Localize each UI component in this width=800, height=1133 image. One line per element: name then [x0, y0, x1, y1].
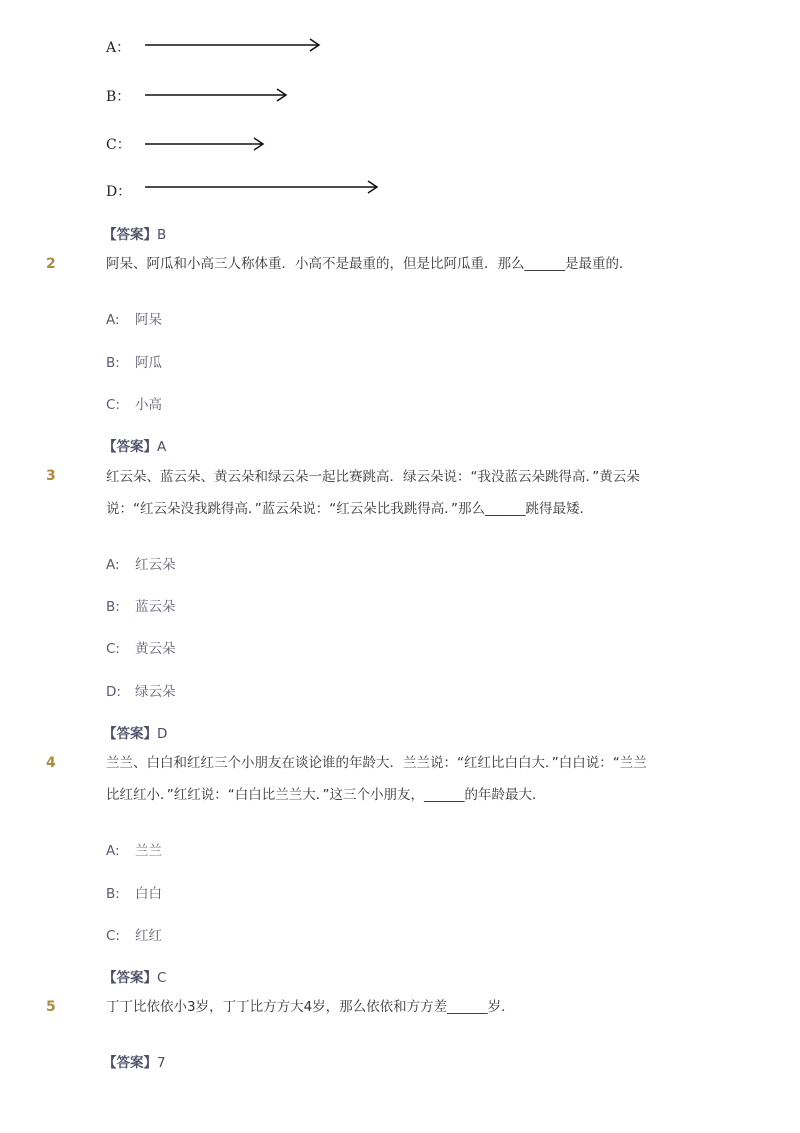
question-text [106, 991, 726, 1023]
option-letter: C: [106, 928, 120, 944]
option-letter: C: [106, 397, 120, 413]
q1-answer [103, 223, 166, 243]
answer-value: A [157, 439, 167, 455]
question-text-line: 兰兰、白白和红红三个小朋友在谈论谁的年龄大．兰兰说：“红红比白白大．”白白说：“兰兰 [106, 755, 647, 771]
q1-option-a-arrow [145, 38, 325, 52]
q1-option-d-arrow [145, 180, 383, 194]
q1-option-a-label: A： [106, 40, 131, 56]
q3-option-b[interactable] [106, 595, 176, 615]
option-text: 白白 [135, 886, 162, 902]
option-letter: C: [106, 641, 120, 657]
option-letter: D: [106, 684, 121, 700]
question-text-line: 比红红小．”红红说：“白白比兰兰大．”这三个小朋友，______的年龄最大． [106, 787, 546, 803]
question-number: 3 [46, 468, 56, 484]
option-text: 小高 [135, 397, 162, 413]
option-text: 蓝云朵 [135, 599, 176, 615]
question-text [106, 747, 726, 811]
question-text-line: 阿呆、阿瓜和小高三人称体重．小高不是最重的，但是比阿瓜重．那么______是最重的． [106, 256, 633, 272]
q3-option-c[interactable] [106, 637, 176, 657]
option-text: 阿呆 [135, 312, 162, 328]
question-text-line: 丁丁比依依小3岁，丁丁比方方大4岁，那么依依和方方差______岁． [106, 999, 515, 1015]
q3-option-a[interactable] [106, 553, 176, 573]
q1-option-d-label: D： [106, 184, 132, 200]
option-text: 黄云朵 [135, 641, 176, 657]
answer-tag: 【答案】 [103, 1055, 157, 1071]
q2-option-c[interactable] [106, 393, 162, 413]
question-text-line: 说：“红云朵没我跳得高．”蓝云朵说：“红云朵比我跳得高．”那么______跳得最矮． [106, 501, 593, 517]
answer-tag: 【答案】 [103, 970, 157, 986]
q1-option-c-label: C： [106, 137, 131, 153]
question-text [106, 461, 726, 525]
option-letter: A: [106, 557, 120, 573]
q4-answer [103, 966, 166, 986]
option-text: 兰兰 [135, 843, 162, 859]
q4-option-b[interactable] [106, 882, 162, 902]
option-letter: B: [106, 599, 120, 615]
q2-option-b[interactable] [106, 351, 162, 371]
question-number: 2 [46, 256, 56, 272]
q1-option-c-arrow [145, 137, 269, 151]
option-letter: B: [106, 355, 120, 371]
option-letter: B: [106, 886, 120, 902]
question-text-line: 红云朵、蓝云朵、黄云朵和绿云朵一起比赛跳高．绿云朵说：“我没蓝云朵跳得高．”黄云朵 [106, 469, 640, 485]
question-text [106, 248, 726, 280]
answer-tag: 【答案】 [103, 439, 157, 455]
q1-option-b-arrow [145, 88, 291, 102]
option-text: 绿云朵 [135, 684, 176, 700]
q2-answer [103, 435, 166, 455]
question-number: 5 [46, 999, 56, 1015]
option-text: 阿瓜 [135, 355, 162, 371]
option-letter: A: [106, 312, 120, 328]
answer-value: C [157, 970, 167, 986]
q4-option-c[interactable] [106, 924, 162, 944]
option-letter: A: [106, 843, 120, 859]
q3-option-d[interactable] [106, 680, 176, 700]
option-text: 红云朵 [135, 557, 176, 573]
answer-value: 7 [157, 1055, 166, 1071]
answer-tag: 【答案】 [103, 227, 157, 243]
answer-value: D [157, 726, 168, 742]
q4-option-a[interactable] [106, 839, 162, 859]
q5-answer [103, 1051, 166, 1071]
question-number: 4 [46, 755, 56, 771]
q2-option-a[interactable] [106, 308, 162, 328]
q1-option-b-label: B： [106, 89, 131, 105]
answer-value: B [157, 227, 167, 243]
option-text: 红红 [135, 928, 162, 944]
q3-answer [103, 722, 167, 742]
answer-tag: 【答案】 [103, 726, 157, 742]
